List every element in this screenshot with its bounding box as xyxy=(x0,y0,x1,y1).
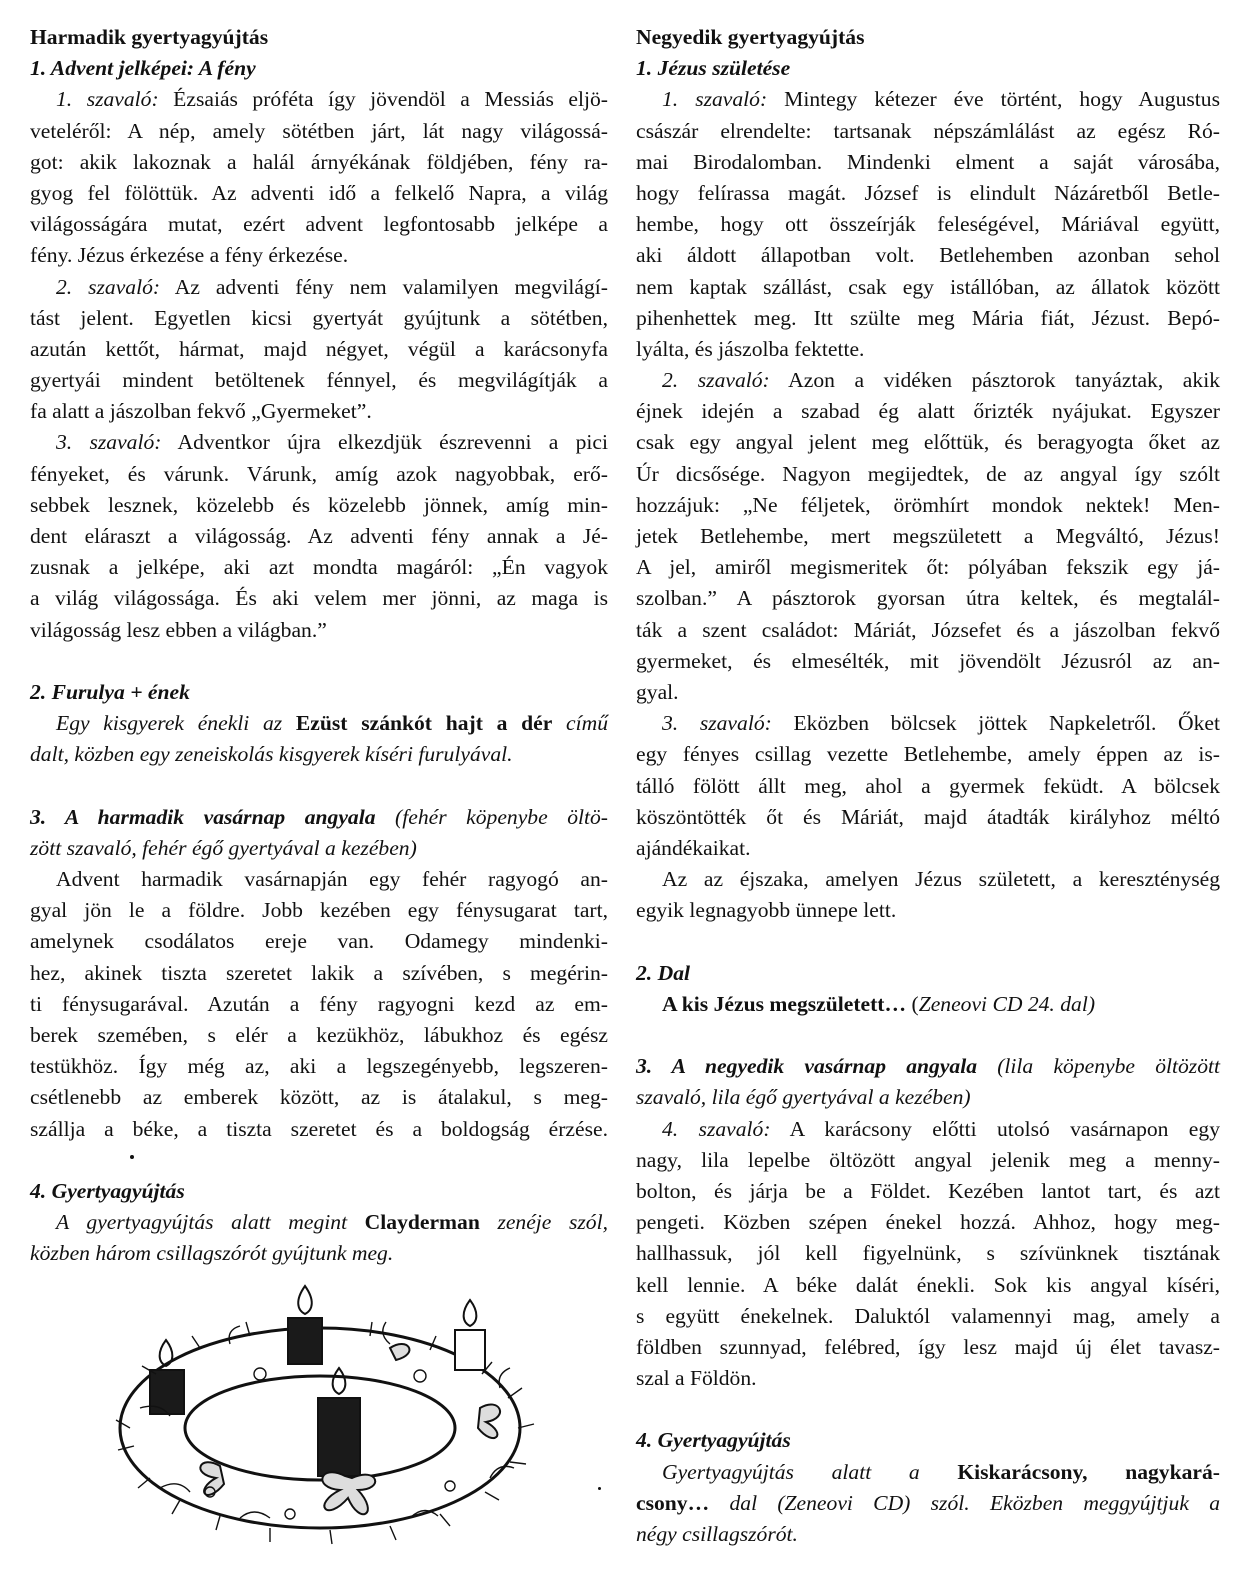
text-line xyxy=(636,459,1220,490)
text-line xyxy=(30,240,608,271)
text-run: lyálta, és jászolba fektette. xyxy=(636,336,865,361)
text-run: Ézsaiás próféta így jövendöl a Messiás eljö- xyxy=(158,87,608,112)
text-run: ( xyxy=(906,991,919,1016)
text-line xyxy=(636,833,1220,864)
text-line xyxy=(636,802,1220,833)
text-line xyxy=(636,615,1220,646)
text-run: négy csillagszórót. xyxy=(636,1522,798,1546)
text-run: csétlenebb az emberek között, az is átalakul, s meg- xyxy=(30,1085,608,1110)
text-run: világosság lesz ebben a világban.” xyxy=(30,617,327,642)
text-run: Egy kisgyerek énekli az xyxy=(56,711,296,736)
text-run: 2. Dal xyxy=(636,960,690,985)
advent-wreath-icon xyxy=(90,1278,570,1594)
text-line xyxy=(636,1114,1220,1145)
text-run: tálló fölött állt meg, ahol a gyermek feküdt. A bölcsek xyxy=(636,773,1220,798)
text-line xyxy=(30,334,608,365)
text-run: 4. szavaló: xyxy=(662,1116,771,1141)
text-run: Adventkor újra elkezdjük észrevenni a pici xyxy=(161,430,608,455)
text-run: got: akik lakoznak a halál árnyékának földjében, fény ra- xyxy=(30,149,608,174)
blank-line xyxy=(30,1145,608,1176)
text-line xyxy=(30,116,608,147)
text-run: pihenhettek meg. Itt szülte meg Mária fiát, Jézust. Bepó- xyxy=(636,305,1220,330)
text-run: hez, akinek tiszta szeretet lakik a szívében, s megérin- xyxy=(30,960,608,985)
text-line xyxy=(636,1519,1220,1550)
text-run: Azon a vidéken pásztorok tanyáztak, akik xyxy=(769,368,1220,393)
text-run: hallhassuk, jól kell figyelnünk, s szívünknek tisztának xyxy=(636,1241,1220,1266)
text-line xyxy=(636,365,1220,396)
text-line xyxy=(30,396,608,427)
text-run: című xyxy=(552,711,609,736)
text-run: közben három csillagszórót gyújtunk meg. xyxy=(30,1241,394,1266)
text-run: Mintegy kétezer éve történt, hogy Augustus xyxy=(767,87,1220,112)
text-run: azután kettőt, hármat, majd négyet, végül a karácsonyfa xyxy=(30,336,608,361)
text-run: A karácsony előtti utolsó vasárnapon egy xyxy=(770,1116,1220,1141)
text-line xyxy=(636,1082,1220,1113)
text-run: A kis Jézus megszületett… xyxy=(662,991,907,1016)
text-line xyxy=(30,1051,608,1082)
text-line xyxy=(636,646,1220,677)
text-run: A jel, amiről megismeritek őt: pólyában fekszik egy já- xyxy=(636,555,1220,580)
text-line xyxy=(30,1020,608,1051)
text-line xyxy=(636,958,1220,989)
text-run: Kiskarácsony, nagykará- xyxy=(957,1459,1220,1484)
text-line xyxy=(636,303,1220,334)
text-run: 3. szavaló: xyxy=(662,711,772,736)
text-run: dal (Zeneovi CD) szól. Eközben meggyújtjuk a xyxy=(709,1490,1220,1515)
text-run: mai Birodalomban. Mindenki elment a saját városába, xyxy=(636,149,1220,174)
text-run: gyal jön le a földre. Jobb kezében egy fénysugarat tart, xyxy=(30,898,608,923)
text-line xyxy=(30,739,608,770)
stray-dot xyxy=(130,1155,134,1159)
text-line xyxy=(30,615,608,646)
text-run: testükhöz. Így még az, aki a legszegényebb, legszeren- xyxy=(30,1054,608,1079)
text-run: Ezüst szánkót hajt a dér xyxy=(295,711,553,736)
text-run: Clayderman xyxy=(364,1210,480,1235)
text-run: 3. szavaló: xyxy=(56,430,162,455)
text-run: gyal. xyxy=(636,679,679,704)
text-run: (lila köpenybe öltözött xyxy=(977,1054,1220,1079)
text-line xyxy=(30,677,608,708)
text-line xyxy=(636,1425,1220,1456)
text-run: bolton, és járja be a Földet. Kezében lantot tart, és azt xyxy=(636,1178,1220,1203)
text-run: világosságára mutat, ezért advent legfontosabb jelképe a xyxy=(30,212,608,237)
text-run: hembe, hogy ott összeírják feleségével, Máriával együtt, xyxy=(636,212,1220,237)
right-column xyxy=(636,22,1220,1550)
text-line xyxy=(636,1176,1220,1207)
text-run: pengeti. Közben szépen énekel hozzá. Ahhoz, hogy meg- xyxy=(636,1210,1220,1235)
text-line xyxy=(636,1332,1220,1363)
text-run: ajándékaikat. xyxy=(636,835,751,860)
text-line xyxy=(30,178,608,209)
text-line xyxy=(30,1207,608,1238)
text-run: földben szunnyad, felébred, így lesz majd új élet tavasz- xyxy=(636,1334,1220,1359)
text-run: 2. szavaló: xyxy=(56,274,161,299)
text-run: fény. Jézus érkezése a fény érkezése. xyxy=(30,243,349,268)
text-line xyxy=(636,708,1220,739)
text-run: 2. szavaló: xyxy=(662,368,770,393)
text-line xyxy=(636,147,1220,178)
text-run: aki áldott állapotban volt. Betlehemben azonban sehol xyxy=(636,243,1220,268)
text-line xyxy=(30,583,608,614)
text-line xyxy=(30,895,608,926)
text-run: gyertyái mindent betöltenek fénnyel, és megvilágítják a xyxy=(30,368,608,393)
text-run: a világ világossága. És aki velem mer jönni, az maga is xyxy=(30,586,608,611)
text-run: jetek Betlehembe, mert megszületett a Megváltó, Jézus! xyxy=(636,524,1220,548)
text-line xyxy=(30,958,608,989)
text-run: csak egy angyal jelent meg előttük, és beragyogta őket az xyxy=(636,430,1220,455)
text-line xyxy=(636,552,1220,583)
text-run: egyik legnagyobb ünnepe lett. xyxy=(636,898,897,923)
text-run: 4. Gyertyagyújtás xyxy=(636,1428,791,1453)
text-run: gyog fel fölöttük. Az adventi idő a felkelő Napra, a világ xyxy=(30,180,608,205)
text-run: 4. Gyertyagyújtás xyxy=(30,1178,185,1203)
text-run: dalt, közben egy zeneiskolás kisgyerek kíséri furulyával. xyxy=(30,742,513,767)
text-run: gyermeket, és elmesélték, mit jövendölt Jézusról az an- xyxy=(636,648,1220,673)
text-run: 1. Advent jelképei: A fény xyxy=(30,56,256,81)
text-run: szolban.” A pásztorok gyorsan útra keltek, és megtalál- xyxy=(636,586,1220,611)
text-run: Zeneovi CD 24. dal) xyxy=(918,991,1096,1016)
text-run: s együtt énekelnek. Daluktól valamennyi mag, amely a xyxy=(636,1303,1220,1328)
blank-line xyxy=(636,926,1220,957)
left-column xyxy=(30,22,608,1270)
text-run: zenéje szól, xyxy=(479,1210,608,1235)
text-line xyxy=(30,427,608,458)
text-run: (fehér köpenybe öltö- xyxy=(375,804,608,829)
text-line xyxy=(30,552,608,583)
text-line xyxy=(30,1114,608,1145)
text-line xyxy=(30,802,608,833)
text-run: A gyertyagyújtás alatt megint xyxy=(56,1210,365,1235)
text-line xyxy=(30,147,608,178)
text-line xyxy=(636,490,1220,521)
text-line xyxy=(30,833,608,864)
text-run: amelynek csodálatos ereje van. Odamegy mindenki- xyxy=(30,929,608,954)
text-run: egy fényes csillag vezette Betlehembe, amely éppen az is- xyxy=(636,742,1220,767)
text-line xyxy=(30,1238,608,1269)
text-run: dent eláraszt a világosság. Az adventi fény annak a Jé- xyxy=(30,524,608,548)
text-line xyxy=(636,84,1220,115)
text-line xyxy=(30,864,608,895)
text-line xyxy=(636,240,1220,271)
text-line xyxy=(30,708,608,739)
text-run: hogy felírassa magát. József is elindult Názáretből Betle- xyxy=(636,180,1220,205)
text-line xyxy=(636,334,1220,365)
text-line xyxy=(636,989,1220,1020)
text-line xyxy=(636,771,1220,802)
text-line xyxy=(636,53,1220,84)
text-run: zött szavaló, fehér égő gyertyával a kezében) xyxy=(30,835,417,860)
text-line xyxy=(636,272,1220,303)
text-run: 1. szavaló: xyxy=(56,87,159,112)
blank-line xyxy=(30,646,608,677)
text-line xyxy=(636,22,1220,53)
text-line xyxy=(30,1082,608,1113)
text-line xyxy=(30,459,608,490)
text-run: Harmadik gyertyagyújtás xyxy=(30,25,269,49)
text-run: Advent harmadik vasárnapján egy fehér ragyogó an- xyxy=(56,867,608,892)
text-line xyxy=(636,1488,1220,1519)
text-line xyxy=(30,22,608,53)
text-line xyxy=(30,1176,608,1207)
text-line xyxy=(636,1270,1220,1301)
text-line xyxy=(636,1207,1220,1238)
text-line xyxy=(636,1301,1220,1332)
text-line xyxy=(636,178,1220,209)
text-line xyxy=(636,427,1220,458)
text-line xyxy=(30,84,608,115)
text-run: zusnak a jelképe, aki azt mondta magáról: „Én vagyok xyxy=(30,555,608,580)
text-line xyxy=(30,365,608,396)
text-run: ti fénysugarával. Azután a fény ragyogni kezd az em- xyxy=(30,991,608,1016)
text-line xyxy=(636,396,1220,427)
text-run: ták a szent családot: Máriát, Józsefet és a jászolban fekvő xyxy=(636,617,1220,642)
text-line xyxy=(30,53,608,84)
text-run: tást jelent. Egyetlen kicsi gyertyát gyújtunk a sötétben, xyxy=(30,305,608,330)
text-line xyxy=(636,521,1220,552)
text-line xyxy=(30,272,608,303)
blank-line xyxy=(636,1394,1220,1425)
text-run: Az adventi fény nem valamilyen megvilágí- xyxy=(160,274,608,299)
text-line xyxy=(636,1051,1220,1082)
text-run: berek szemében, s elér a kezükhöz, lábukhoz és egész xyxy=(30,1023,608,1047)
text-line xyxy=(30,989,608,1020)
text-run: fényeket, és várunk. Várunk, amíg azok nagyobbak, erő- xyxy=(30,461,608,486)
text-run: fa alatt a jászolban fekvő „Gyermeket”. xyxy=(30,399,372,424)
text-run: 1. szavaló: xyxy=(662,87,768,112)
text-line xyxy=(636,209,1220,240)
text-run: veteléről: A nép, amely sötétben járt, lát nagy világossá- xyxy=(30,118,608,143)
text-run: Gyertyagyújtás alatt a xyxy=(662,1459,958,1484)
blank-line xyxy=(636,1020,1220,1051)
text-run: császár elrendelte: tartsanak népszámlálást az egész Ró- xyxy=(636,118,1220,143)
text-run: Eközben bölcsek jöttek Napkeletről. Őket xyxy=(771,711,1220,736)
text-line xyxy=(30,521,608,552)
text-run: nem kaptak szállást, csak egy istállóban, az állatok között xyxy=(636,274,1220,299)
text-run: éjnek idején a szabad ég alatt őrizték nyájukat. Egyszer xyxy=(636,399,1220,424)
stray-dot xyxy=(598,1487,601,1490)
text-line xyxy=(636,583,1220,614)
text-run: kell lennie. A béke dalát énekli. Sok kis angyal kíséri, xyxy=(636,1272,1220,1297)
text-run: szállja a béke, a tiszta szeretet és a boldogság érzése. xyxy=(30,1116,608,1141)
text-line xyxy=(636,1457,1220,1488)
text-line xyxy=(30,303,608,334)
text-line xyxy=(636,1238,1220,1269)
text-run: köszöntötték őt és Máriát, majd átadták királyhoz méltó xyxy=(636,804,1220,829)
text-run: 3. A harmadik vasárnap angyala xyxy=(30,804,376,829)
text-run: 1. Jézus születése xyxy=(636,56,791,81)
text-run: Negyedik gyertyagyújtás xyxy=(636,25,865,49)
text-run: csony… xyxy=(636,1490,710,1515)
text-run: 2. Furulya + ének xyxy=(30,679,190,704)
text-line xyxy=(636,1145,1220,1176)
text-run: 3. A negyedik vasárnap angyala xyxy=(636,1054,978,1079)
text-run: szavaló, lila égő gyertyával a kezében) xyxy=(636,1085,971,1110)
text-line xyxy=(30,490,608,521)
text-line xyxy=(636,739,1220,770)
text-run: Úr dicsősége. Nagyon megijedtek, de az angyal így szólt xyxy=(636,461,1220,486)
text-line xyxy=(636,1363,1220,1394)
text-line xyxy=(30,209,608,240)
blank-line xyxy=(30,771,608,802)
text-run: sebbek lesznek, közelebb és közelebb jönnek, amíg min- xyxy=(30,492,608,517)
text-line xyxy=(636,116,1220,147)
text-run: szal a Földön. xyxy=(636,1366,757,1391)
text-run: Az az éjszaka, amelyen Jézus született, a kereszténység xyxy=(662,867,1220,892)
text-run: hozzájuk: „Ne féljetek, örömhírt mondok nektek! Men- xyxy=(636,492,1220,517)
text-line xyxy=(636,895,1220,926)
text-line xyxy=(30,926,608,957)
text-line xyxy=(636,864,1220,895)
text-run: nagy, lila lepelbe öltözött angyal jelenik meg a menny- xyxy=(636,1147,1220,1172)
text-line xyxy=(636,677,1220,708)
